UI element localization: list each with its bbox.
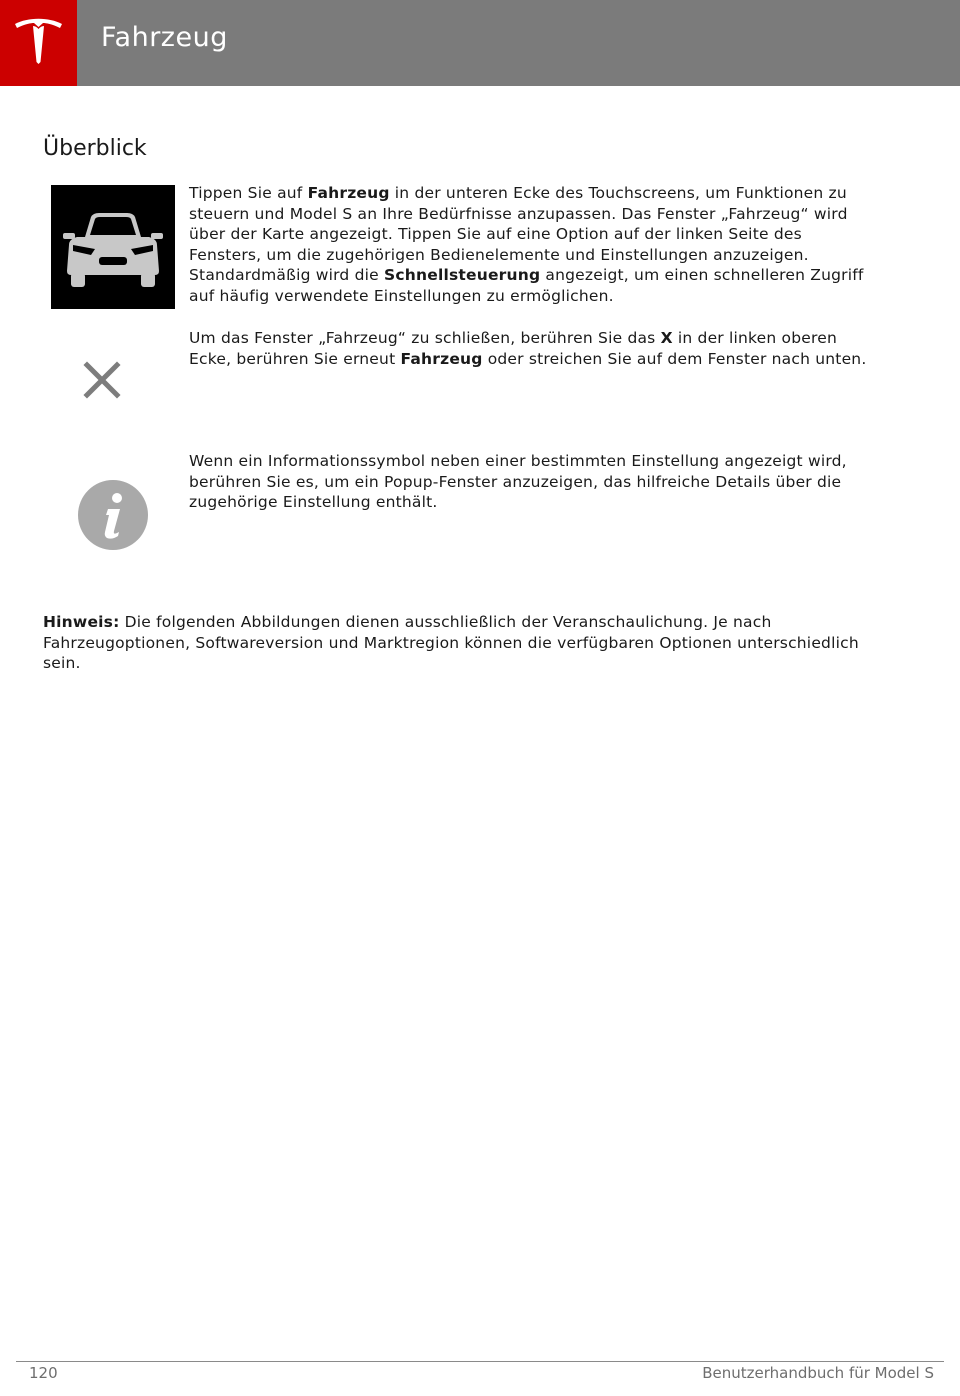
footer-divider	[16, 1361, 944, 1362]
chapter-title: Fahrzeug	[101, 22, 228, 53]
manual-title: Benutzerhandbuch für Model S	[702, 1364, 934, 1382]
car-front-icon	[51, 185, 175, 309]
text-run: Tippen Sie auf	[189, 184, 308, 202]
vehicle-term: Fahrzeug	[400, 349, 483, 368]
text-run: in der linken oberen Ecke, berühren Sie erneut	[189, 329, 838, 368]
section-title: Überblick	[43, 136, 147, 161]
note-text: Die folgenden Abbildungen dienen ausschließlich der Veranschaulichung. Je nach Fahrzeugoptionen, Softwareversion und Marktregion können die verfügbaren Optionen unterschiedlich sein.	[43, 613, 859, 672]
note-paragraph	[43, 612, 863, 674]
note-label: Hinweis:	[43, 613, 120, 631]
vehicle-term: Fahrzeug	[307, 184, 390, 202]
text-run: in der unteren Ecke des Touchscreens, um Funktionen zu steuern und Model S an Ihre Bedürfnisse anzupassen. Das Fenster „Fahrzeug“ wird über der Karte angezeigt. Tippen Sie auf eine Option auf der linken Seite des Fensters, um die zugehörigen Bedienelemente und Einstellungen anzuzeigen. Standardmäßig wird die	[189, 184, 848, 284]
tesla-logo-icon	[12, 14, 65, 66]
x-term: X	[660, 329, 673, 347]
text-run: oder streichen Sie auf dem Fenster nach unten.	[482, 349, 867, 368]
quick-controls-term: Schnellsteuerung	[384, 266, 541, 284]
info-icon	[77, 479, 149, 551]
car-tile	[51, 185, 175, 309]
logo-box	[0, 0, 77, 86]
text-run: Um das Fenster „Fahrzeug“ zu schließen, berühren Sie das	[189, 329, 661, 347]
close-paragraph	[189, 328, 869, 369]
close-icon	[82, 360, 122, 400]
intro-paragraph	[189, 183, 869, 306]
text-run: angezeigt, um einen schnelleren Zugriff auf häufig verwendete Einstellungen zu ermöglichen.	[189, 266, 864, 305]
info-paragraph: Wenn ein Informationssymbol neben einer bestimmten Einstellung angezeigt wird, berühren Sie es, um ein Popup-Fenster anzuzeigen, das hilfreiche Details über die zugehörige Einstellung enthält.	[189, 452, 847, 511]
page-number: 120	[29, 1364, 58, 1382]
chapter-header	[0, 0, 960, 86]
